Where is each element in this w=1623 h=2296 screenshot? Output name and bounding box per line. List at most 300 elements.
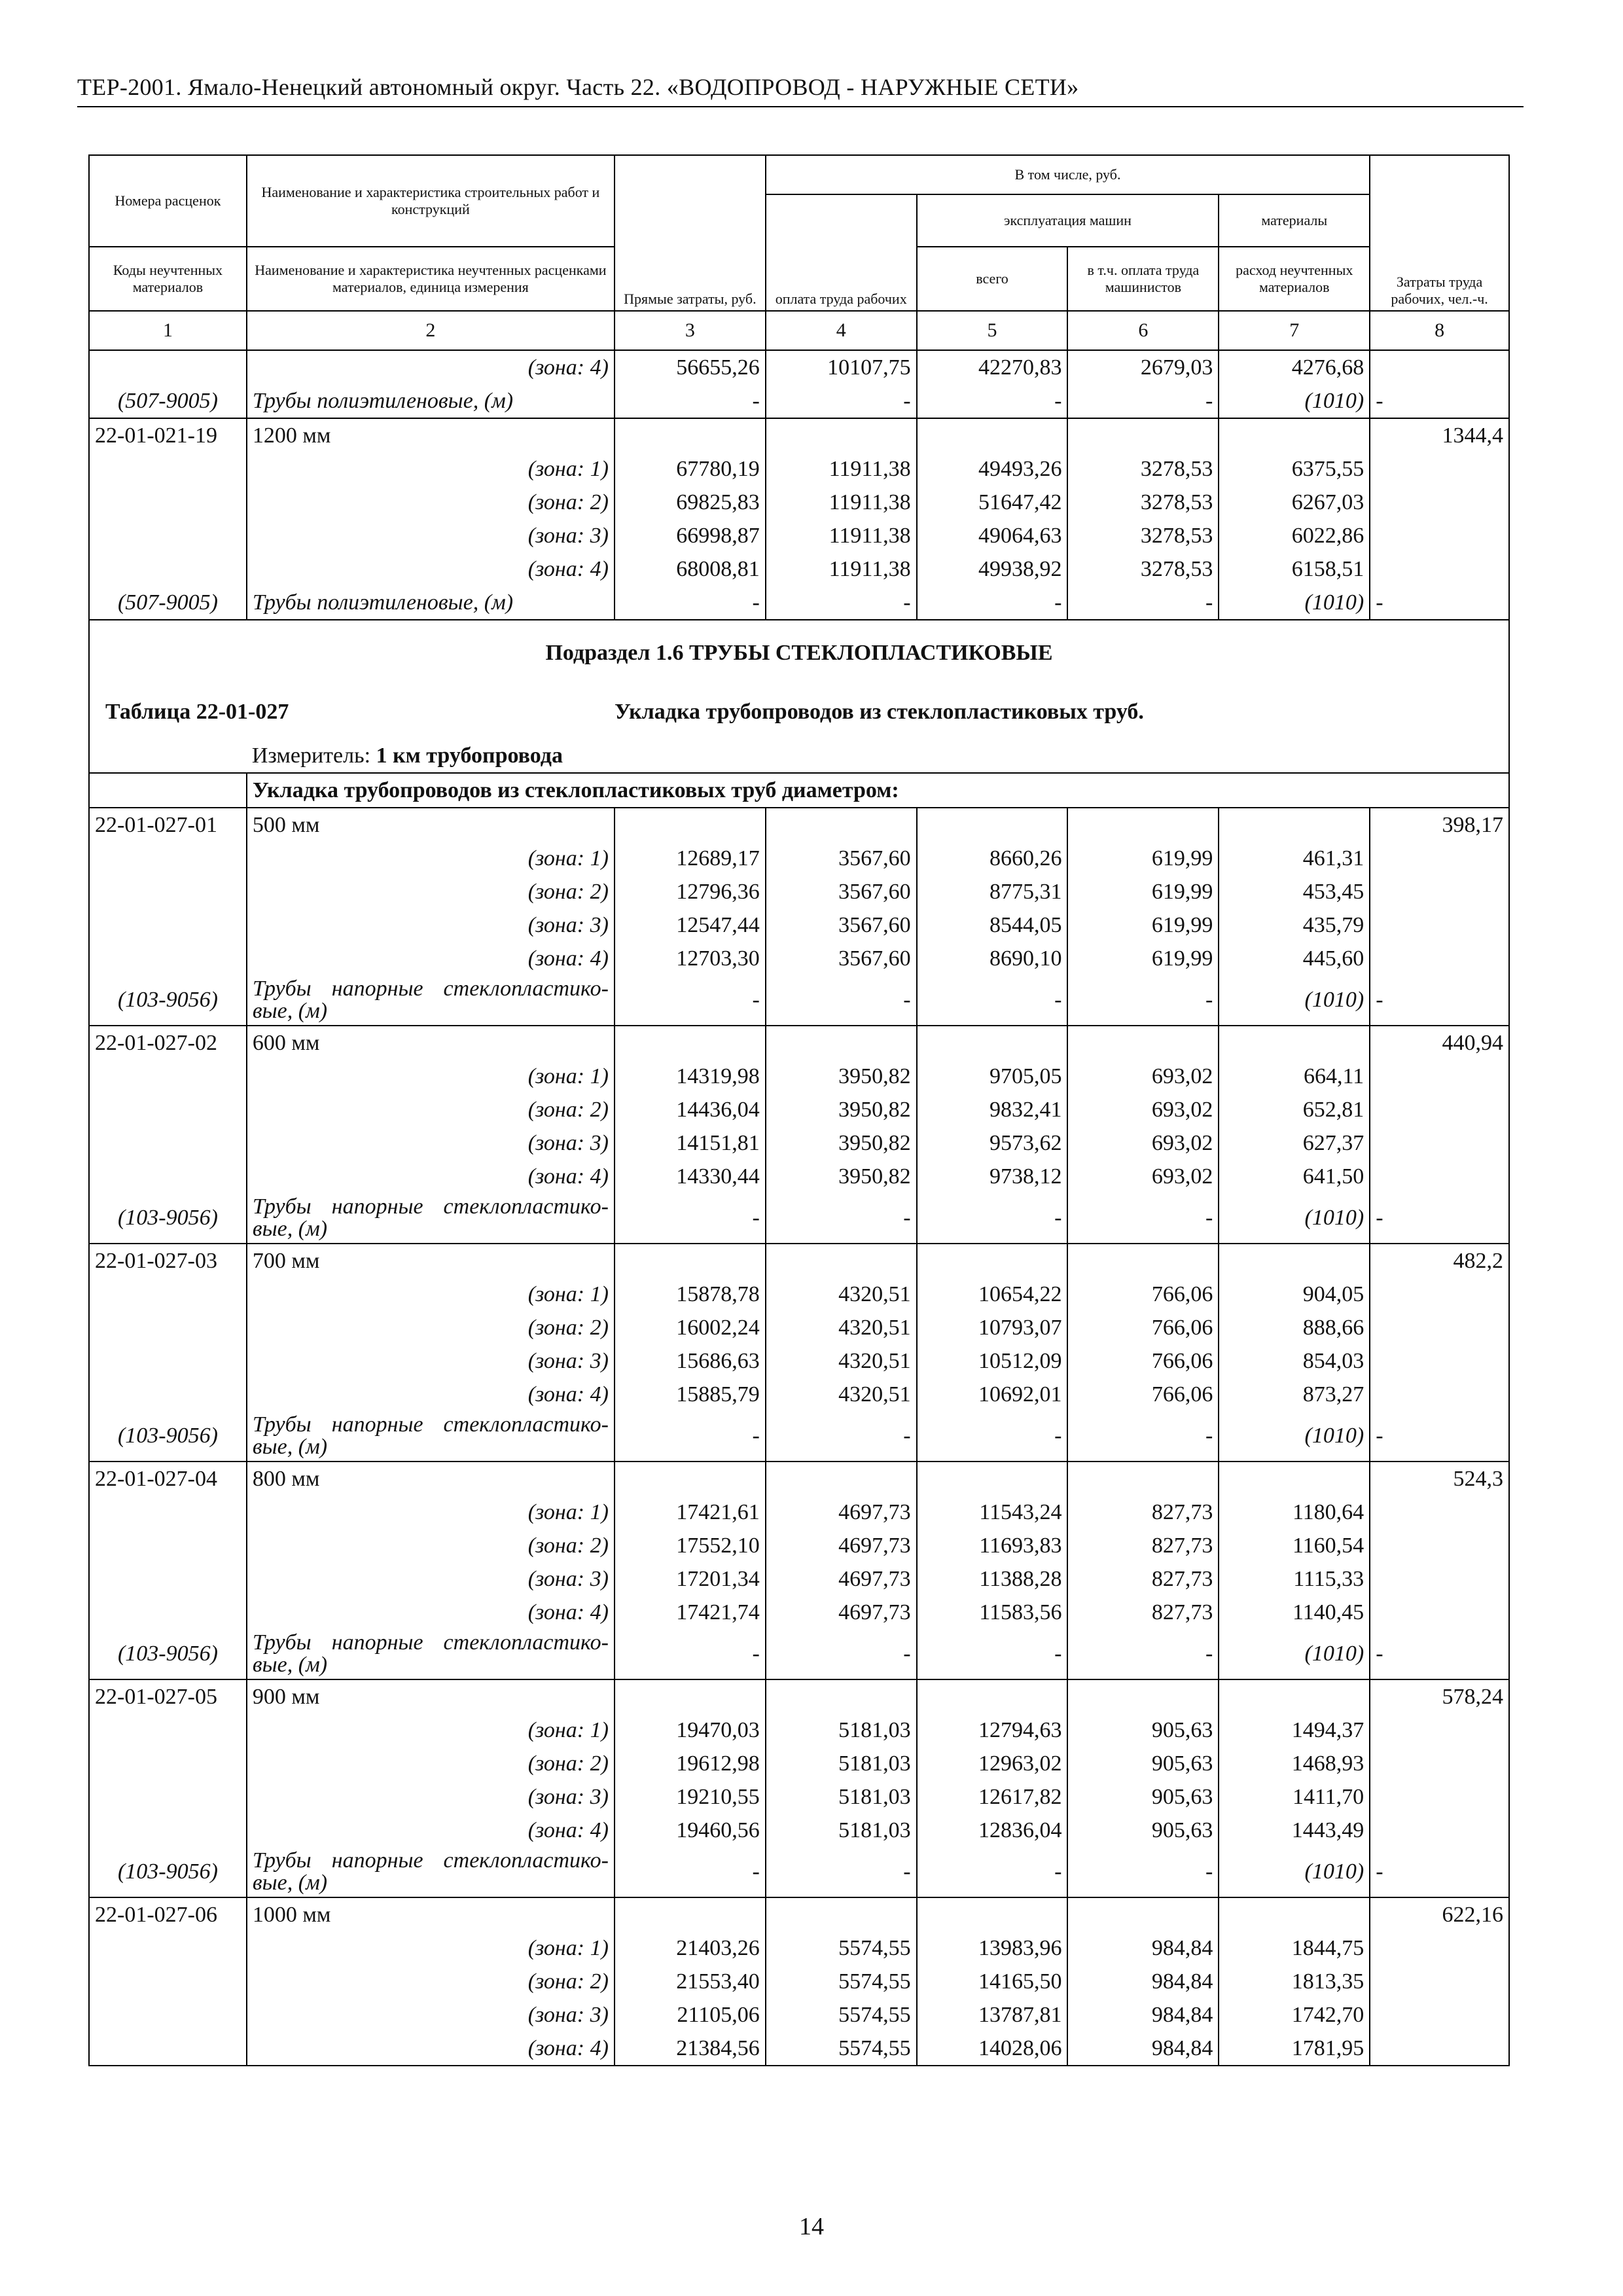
item-row [89, 1026, 1509, 1060]
wages: 5181,03 [766, 1747, 917, 1780]
item-name: 500 мм [247, 808, 615, 842]
material-usage: (1010) [1219, 1629, 1370, 1679]
zone-label: (зона: 3) [247, 1344, 615, 1378]
material-usage: (1010) [1219, 975, 1370, 1026]
zone-label: (зона: 2) [247, 1965, 615, 1998]
drivers-wages: 984,84 [1067, 2032, 1219, 2066]
material-row [89, 384, 1509, 418]
zone-label: (зона: 1) [247, 452, 615, 486]
wages: 3567,60 [766, 942, 917, 975]
machines-total: 11388,28 [917, 1562, 1068, 1596]
machines-total: 49938,92 [917, 552, 1068, 586]
direct-cost: 16002,24 [615, 1311, 766, 1344]
item-name: 900 мм [247, 1679, 615, 1713]
material-usage: (1010) [1219, 1193, 1370, 1244]
dash: - [917, 975, 1068, 1026]
zone-label: (зона: 3) [247, 908, 615, 942]
drivers-wages: 766,06 [1067, 1378, 1219, 1411]
zone-label: (зона: 1) [247, 842, 615, 875]
labor-dash: - [1370, 586, 1509, 620]
direct-cost: 15686,63 [615, 1344, 766, 1378]
dash: - [917, 384, 1068, 418]
direct-cost: 15878,78 [615, 1278, 766, 1311]
wages: 4697,73 [766, 1562, 917, 1596]
wages: 3950,82 [766, 1060, 917, 1093]
drivers-wages: 984,84 [1067, 1965, 1219, 1998]
direct-cost: 12689,17 [615, 842, 766, 875]
zone-row [89, 1496, 1509, 1529]
col-machines: эксплуатация машин [917, 194, 1219, 247]
drivers-wages: 766,06 [1067, 1344, 1219, 1378]
zone-label: (зона: 2) [247, 486, 615, 519]
wages: 5181,03 [766, 1713, 917, 1747]
drivers-wages: 3278,53 [1067, 486, 1219, 519]
labor-dash: - [1370, 1629, 1509, 1679]
rate-code: 22-01-027-02 [89, 1026, 247, 1060]
rate-code: 22-01-027-03 [89, 1244, 247, 1278]
material-code: (103-9056) [89, 1411, 247, 1462]
labor-value: 524,3 [1370, 1462, 1509, 1496]
machines-total: 10654,22 [917, 1278, 1068, 1311]
material-usage: (1010) [1219, 384, 1370, 418]
labor-value: 578,24 [1370, 1679, 1509, 1713]
direct-cost: 17421,74 [615, 1596, 766, 1629]
col-number: 5 [917, 311, 1068, 350]
col-number: 3 [615, 311, 766, 350]
page-number: 14 [799, 2213, 824, 2240]
dash: - [766, 384, 917, 418]
zone-label: (зона: 4) [247, 1378, 615, 1411]
drivers-wages: 693,02 [1067, 1060, 1219, 1093]
dash: - [1067, 1847, 1219, 1897]
machines-total: 9573,62 [917, 1126, 1068, 1160]
item-name: 600 мм [247, 1026, 615, 1060]
zone-label: (зона: 4) [247, 350, 615, 384]
drivers-wages: 619,99 [1067, 942, 1219, 975]
material-code: (507-9005) [89, 384, 247, 418]
labor-dash: - [1370, 1411, 1509, 1462]
zone-row [89, 2032, 1509, 2066]
zone-label: (зона: 3) [247, 1126, 615, 1160]
materials: 1115,33 [1219, 1562, 1370, 1596]
zone-row [89, 552, 1509, 586]
materials: 1494,37 [1219, 1713, 1370, 1747]
direct-cost: 67780,19 [615, 452, 766, 486]
zone-row [89, 1378, 1509, 1411]
machines-total: 8660,26 [917, 842, 1068, 875]
direct-cost: 19460,56 [615, 1814, 766, 1847]
wages: 3950,82 [766, 1126, 917, 1160]
material-row [89, 975, 1509, 1026]
zone-row [89, 1814, 1509, 1847]
direct-cost: 14151,81 [615, 1126, 766, 1160]
machines-total: 51647,42 [917, 486, 1068, 519]
zone-row [89, 1596, 1509, 1629]
wages: 5574,55 [766, 1931, 917, 1965]
wages: 5574,55 [766, 1965, 917, 1998]
machines-total: 9832,41 [917, 1093, 1068, 1126]
item-name: 1000 мм [247, 1897, 615, 1931]
materials: 1813,35 [1219, 1965, 1370, 1998]
col-direct-costs: Прямые затраты, руб. [615, 155, 766, 311]
section-header [89, 620, 1509, 808]
wages: 4320,51 [766, 1378, 917, 1411]
material-name: Трубы напорные стеклопластико-вые, (м) [247, 1847, 615, 1897]
material-row [89, 1411, 1509, 1462]
drivers-wages: 984,84 [1067, 1998, 1219, 2032]
machines-total: 12963,02 [917, 1747, 1068, 1780]
drivers-wages: 827,73 [1067, 1529, 1219, 1562]
direct-cost: 19470,03 [615, 1713, 766, 1747]
table-header [89, 155, 1509, 350]
dash: - [1067, 1193, 1219, 1244]
dash: - [917, 1847, 1068, 1897]
zone-label: (зона: 2) [247, 1747, 615, 1780]
zone-row [89, 1713, 1509, 1747]
labor-value: 622,16 [1370, 1897, 1509, 1931]
dash: - [766, 1193, 917, 1244]
materials: 1443,49 [1219, 1814, 1370, 1847]
direct-cost: 68008,81 [615, 552, 766, 586]
zone-label: (зона: 4) [247, 2032, 615, 2066]
direct-cost: 17421,61 [615, 1496, 766, 1529]
direct-cost: 12547,44 [615, 908, 766, 942]
direct-cost: 19612,98 [615, 1747, 766, 1780]
dash: - [1067, 384, 1219, 418]
item-row [89, 808, 1509, 842]
direct-cost: 19210,55 [615, 1780, 766, 1814]
col-name-works: Наименование и характеристика строительных работ и конструкций [247, 155, 615, 247]
zone-row [89, 942, 1509, 975]
col-number: 7 [1219, 311, 1370, 350]
zone-row [89, 1998, 1509, 2032]
materials: 1160,54 [1219, 1529, 1370, 1562]
wages: 5181,03 [766, 1780, 917, 1814]
machines-total: 12617,82 [917, 1780, 1068, 1814]
machines-total: 9705,05 [917, 1060, 1068, 1093]
direct-cost: 21553,40 [615, 1965, 766, 1998]
materials: 453,45 [1219, 875, 1370, 908]
wages: 4320,51 [766, 1344, 917, 1378]
machines-total: 10793,07 [917, 1311, 1068, 1344]
table-body-top [89, 350, 1509, 620]
col-num-rates: Номера расценок [89, 155, 247, 247]
labor-value: 398,17 [1370, 808, 1509, 842]
rate-code: 22-01-021-19 [89, 418, 247, 452]
col-labor: Затраты труда рабочих, чел.-ч. [1370, 155, 1509, 311]
machines-total: 13983,96 [917, 1931, 1068, 1965]
materials: 1411,70 [1219, 1780, 1370, 1814]
drivers-wages: 905,63 [1067, 1814, 1219, 1847]
drivers-wages: 905,63 [1067, 1713, 1219, 1747]
zone-label: (зона: 2) [247, 1311, 615, 1344]
direct-cost: 15885,79 [615, 1378, 766, 1411]
wages: 5181,03 [766, 1814, 917, 1847]
machines-total: 12836,04 [917, 1814, 1068, 1847]
zone-label: (зона: 4) [247, 942, 615, 975]
direct-cost: 21384,56 [615, 2032, 766, 2066]
labor-dash: - [1370, 975, 1509, 1026]
dash: - [766, 1629, 917, 1679]
measure-label: Измеритель: [251, 743, 371, 768]
zone-row [89, 1278, 1509, 1311]
drivers-wages: 619,99 [1067, 908, 1219, 942]
col-wages: оплата труда рабочих [766, 194, 917, 311]
drivers-wages: 2679,03 [1067, 350, 1219, 384]
wages: 4697,73 [766, 1596, 917, 1629]
zone-row [89, 1965, 1509, 1998]
measure-line [247, 738, 1509, 773]
drivers-wages: 984,84 [1067, 1931, 1219, 1965]
wages: 4320,51 [766, 1278, 917, 1311]
price-table [88, 154, 1510, 2066]
materials: 1781,95 [1219, 2032, 1370, 2066]
items-body [89, 808, 1509, 2066]
dash: - [766, 586, 917, 620]
zone-label: (зона: 1) [247, 1931, 615, 1965]
materials: 435,79 [1219, 908, 1370, 942]
drivers-wages: 3278,53 [1067, 452, 1219, 486]
machines-total: 10512,09 [917, 1344, 1068, 1378]
direct-cost: 21105,06 [615, 1998, 766, 2032]
col-materials: материалы [1219, 194, 1370, 247]
zone-label: (зона: 4) [247, 1160, 615, 1193]
zone-row [89, 875, 1509, 908]
drivers-wages: 619,99 [1067, 875, 1219, 908]
materials: 461,31 [1219, 842, 1370, 875]
wages: 5574,55 [766, 2032, 917, 2066]
machines-total: 11583,56 [917, 1596, 1068, 1629]
labor-value: 440,94 [1370, 1026, 1509, 1060]
materials: 445,60 [1219, 942, 1370, 975]
material-name: Трубы полиэтиленовые, (м) [247, 586, 615, 620]
materials: 664,11 [1219, 1060, 1370, 1093]
zone-label: (зона: 3) [247, 1562, 615, 1596]
col-name-materials: Наименование и характеристика неучтенных расценками материалов, единица измерения [247, 247, 615, 311]
materials: 6267,03 [1219, 486, 1370, 519]
dash: - [766, 1847, 917, 1897]
item-name: 1200 мм [247, 418, 615, 452]
direct-cost: 17201,34 [615, 1562, 766, 1596]
drivers-wages: 905,63 [1067, 1780, 1219, 1814]
material-code: (507-9005) [89, 586, 247, 620]
zone-label: (зона: 1) [247, 1278, 615, 1311]
zone-label: (зона: 3) [247, 1780, 615, 1814]
wages: 5574,55 [766, 1998, 917, 2032]
wages: 3567,60 [766, 842, 917, 875]
labor-value: 482,2 [1370, 1244, 1509, 1278]
material-usage: (1010) [1219, 1411, 1370, 1462]
direct-cost: 66998,87 [615, 519, 766, 552]
zone-row [89, 486, 1509, 519]
material-row [89, 1847, 1509, 1897]
measure-value: 1 км трубопровода [376, 743, 563, 768]
item-row [89, 1679, 1509, 1713]
wages: 3950,82 [766, 1093, 917, 1126]
dash: - [917, 1629, 1068, 1679]
materials: 627,37 [1219, 1126, 1370, 1160]
col-number: 4 [766, 311, 917, 350]
machines-total: 13787,81 [917, 1998, 1068, 2032]
material-name: Трубы полиэтиленовые, (м) [247, 384, 615, 418]
zone-row [89, 1311, 1509, 1344]
zone-row [89, 1562, 1509, 1596]
direct-cost: 12703,30 [615, 942, 766, 975]
direct-cost: 17552,10 [615, 1529, 766, 1562]
materials: 641,50 [1219, 1160, 1370, 1193]
wages: 3567,60 [766, 908, 917, 942]
wages: 11911,38 [766, 486, 917, 519]
item-row [89, 1897, 1509, 1931]
zone-label: (зона: 1) [247, 1060, 615, 1093]
drivers-wages: 827,73 [1067, 1596, 1219, 1629]
material-usage: (1010) [1219, 586, 1370, 620]
zone-row [89, 519, 1509, 552]
material-name: Трубы напорные стеклопластико-вые, (м) [247, 1411, 615, 1462]
wages: 4697,73 [766, 1496, 917, 1529]
drivers-wages: 619,99 [1067, 842, 1219, 875]
rate-code: 22-01-027-04 [89, 1462, 247, 1496]
labor-dash: - [1370, 384, 1509, 418]
dash: - [615, 1193, 766, 1244]
group-title: Укладка трубопроводов из стеклопластиковых труб диаметром: [247, 773, 1509, 808]
machines-total: 9738,12 [917, 1160, 1068, 1193]
material-name: Трубы напорные стеклопластико-вые, (м) [247, 975, 615, 1026]
col-number: 2 [247, 311, 615, 350]
dash: - [1067, 1411, 1219, 1462]
materials: 6158,51 [1219, 552, 1370, 586]
materials: 1140,45 [1219, 1596, 1370, 1629]
item-row [89, 418, 1509, 452]
direct-cost: 69825,83 [615, 486, 766, 519]
zone-row [89, 908, 1509, 942]
machines-total: 49493,26 [917, 452, 1068, 486]
drivers-wages: 766,06 [1067, 1278, 1219, 1311]
col-material-usage: расход неучтенных материалов [1219, 247, 1370, 311]
drivers-wages: 766,06 [1067, 1311, 1219, 1344]
labor-value: 1344,4 [1370, 418, 1509, 452]
material-row [89, 1629, 1509, 1679]
item-row [89, 1462, 1509, 1496]
col-number: 8 [1370, 311, 1509, 350]
machines-total: 14028,06 [917, 2032, 1068, 2066]
materials: 6022,86 [1219, 519, 1370, 552]
machines-total: 42270,83 [917, 350, 1068, 384]
wages: 4320,51 [766, 1311, 917, 1344]
drivers-wages: 693,02 [1067, 1126, 1219, 1160]
rate-code: 22-01-027-01 [89, 808, 247, 842]
zone-row [89, 350, 1509, 384]
wages: 11911,38 [766, 552, 917, 586]
zone-row [89, 1160, 1509, 1193]
materials: 1468,93 [1219, 1747, 1370, 1780]
materials: 6375,55 [1219, 452, 1370, 486]
zone-label: (зона: 3) [247, 1998, 615, 2032]
wages: 11911,38 [766, 452, 917, 486]
dash: - [917, 586, 1068, 620]
wages: 3950,82 [766, 1160, 917, 1193]
rate-code: 22-01-027-05 [89, 1679, 247, 1713]
machines-total: 49064,63 [917, 519, 1068, 552]
machines-total: 11693,83 [917, 1529, 1068, 1562]
machines-total: 12794,63 [917, 1713, 1068, 1747]
table-title: Укладка трубопроводов из стеклопластиковых труб. [615, 686, 1509, 738]
direct-cost: 21403,26 [615, 1931, 766, 1965]
material-name: Трубы напорные стеклопластико-вые, (м) [247, 1193, 615, 1244]
material-code: (103-9056) [89, 975, 247, 1026]
running-header: ТЕР-2001. Ямало-Ненецкий автономный округ. Часть 22. «ВОДОПРОВОД - НАРУЖНЫЕ СЕТИ» [77, 73, 1524, 107]
dash: - [1067, 1629, 1219, 1679]
materials: 1742,70 [1219, 1998, 1370, 2032]
wages: 10107,75 [766, 350, 917, 384]
col-number: 1 [89, 311, 247, 350]
machines-total: 8775,31 [917, 875, 1068, 908]
dash: - [615, 1847, 766, 1897]
labor-dash: - [1370, 1847, 1509, 1897]
dash: - [917, 1411, 1068, 1462]
drivers-wages: 827,73 [1067, 1562, 1219, 1596]
materials: 854,03 [1219, 1344, 1370, 1378]
zone-label: (зона: 2) [247, 875, 615, 908]
zone-label: (зона: 3) [247, 519, 615, 552]
direct-cost: 12796,36 [615, 875, 766, 908]
drivers-wages: 827,73 [1067, 1496, 1219, 1529]
section-title: Подраздел 1.6 ТРУБЫ СТЕКЛОПЛАСТИКОВЫЕ [89, 620, 1509, 686]
zone-row [89, 1060, 1509, 1093]
dash: - [917, 1193, 1068, 1244]
item-name: 700 мм [247, 1244, 615, 1278]
zone-row [89, 842, 1509, 875]
zone-label: (зона: 4) [247, 552, 615, 586]
dash: - [1067, 975, 1219, 1026]
table-label: Таблица 22-01-027 [89, 686, 615, 738]
dash: - [615, 975, 766, 1026]
direct-cost: 14436,04 [615, 1093, 766, 1126]
item-row [89, 1244, 1509, 1278]
col-number: 6 [1067, 311, 1219, 350]
machines-total: 8690,10 [917, 942, 1068, 975]
dash: - [615, 586, 766, 620]
drivers-wages: 693,02 [1067, 1093, 1219, 1126]
zone-label: (зона: 1) [247, 1496, 615, 1529]
drivers-wages: 3278,53 [1067, 552, 1219, 586]
zone-row [89, 1529, 1509, 1562]
materials: 1844,75 [1219, 1931, 1370, 1965]
zone-row [89, 452, 1509, 486]
col-including: В том числе, руб. [766, 155, 1370, 194]
direct-cost: 14319,98 [615, 1060, 766, 1093]
item-name: 800 мм [247, 1462, 615, 1496]
dash: - [766, 975, 917, 1026]
col-incl-drivers: в т.ч. оплата труда машинистов [1067, 247, 1219, 311]
material-code: (103-9056) [89, 1629, 247, 1679]
materials: 652,81 [1219, 1093, 1370, 1126]
dash: - [615, 1629, 766, 1679]
zone-label: (зона: 2) [247, 1529, 615, 1562]
material-usage: (1010) [1219, 1847, 1370, 1897]
zone-label: (зона: 4) [247, 1814, 615, 1847]
machines-total: 14165,50 [917, 1965, 1068, 1998]
machines-total: 8544,05 [917, 908, 1068, 942]
materials: 873,27 [1219, 1378, 1370, 1411]
machines-total: 10692,01 [917, 1378, 1068, 1411]
materials: 888,66 [1219, 1311, 1370, 1344]
wages: 3567,60 [766, 875, 917, 908]
col-codes: Коды неучтенных материалов [89, 247, 247, 311]
material-code: (103-9056) [89, 1847, 247, 1897]
direct-cost: 14330,44 [615, 1160, 766, 1193]
dash: - [766, 1411, 917, 1462]
